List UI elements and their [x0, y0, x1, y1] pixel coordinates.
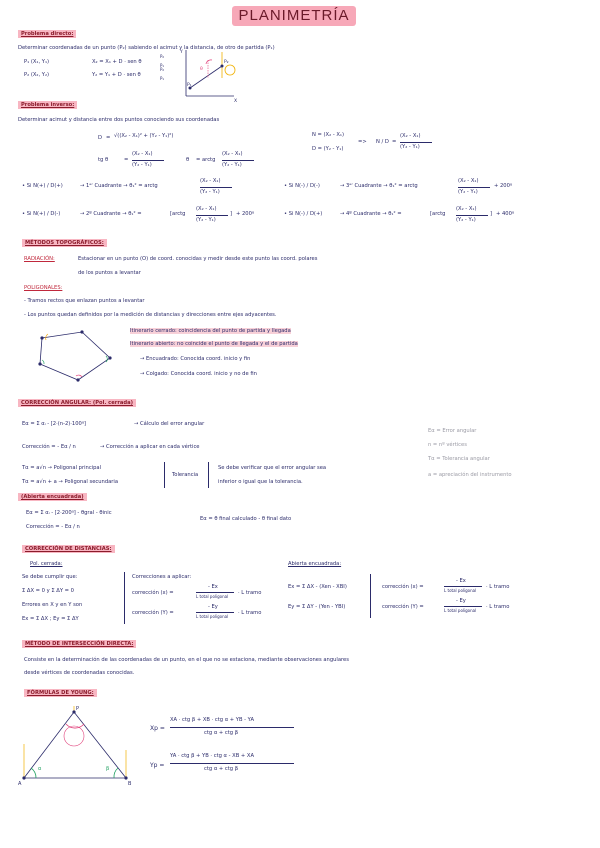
q2-frac-num: (X₂ - X₁) — [196, 206, 217, 212]
pol-cerrada-label: Pol. cerrada: — [30, 561, 63, 567]
q1-cond: • Si N(+) / D(+) — [22, 183, 63, 189]
errores-text: Errores en X y en Y son — [22, 602, 83, 608]
yp-numerator: YA · ctg β + YB · ctg α - XB + XA — [170, 753, 254, 759]
legend-apreciacion: a = apreciación del instrumento — [428, 472, 512, 478]
q4-frac-num: (X₂ - X₁) — [456, 206, 477, 212]
ea-equation: Eα = Σ αᵢ - [2·(n-2)·100ᵍ] — [22, 421, 86, 427]
tolerancia-secundaria: Tα = a√n + a → Poligonal secundaria — [22, 479, 119, 485]
encuadrado-text: → Encuadrado: Conocida coord. inicio y fin — [140, 356, 251, 362]
theta-label: θ — [186, 157, 190, 163]
fig7-alpha-label: α — [38, 766, 42, 772]
corr-y-tramo: · L tramo — [238, 610, 262, 616]
corr-x-tramo: · L tramo — [238, 590, 262, 596]
yp-lhs: Yp = — [150, 762, 165, 769]
ab-corr-y-label: corrección (Y) = — [382, 604, 424, 610]
abierta-ey-eq: Ey = Σ ΔY - (Yen - YBI) — [288, 604, 346, 610]
q2-cond: • Si N(+) / D(-) — [22, 211, 61, 217]
nd-frac-den: (Y₂ - Y₁) — [400, 144, 420, 150]
page-title: PLANIMETRÍA — [232, 6, 356, 26]
q2-arctg: [arctg — [170, 211, 186, 217]
heading-problema-directo: Problema directo: — [18, 30, 76, 38]
q3-frac-num: (X₂ - X₁) — [458, 178, 479, 184]
correccion-explanation: → Corrección a aplicar en cada vértice — [100, 444, 200, 450]
q3-plus: + 200ᵍ — [494, 183, 512, 189]
fig7-a-label: A — [18, 781, 22, 787]
tg-label: tg θ — [98, 157, 109, 163]
q3-result: → 3ᵉʳ Cuadrante → θ₁² = arctg — [340, 183, 418, 189]
verificacion-1: Se debe verificar que el error angular sea — [218, 465, 327, 471]
abierta-encuadrada-label: Abierta encuadrada: — [288, 561, 342, 567]
ab-corr-y-den: L total poligonal — [444, 608, 477, 613]
q4-frac-den: (Y₂ - Y₁) — [456, 217, 476, 223]
dist-lhs: D — [98, 135, 102, 141]
q1-frac-num: (X₂ - X₁) — [200, 178, 221, 184]
corr-y-label: corrección (Y) = — [132, 610, 174, 616]
fig7-b-label: B — [128, 781, 132, 787]
ab-corr-y-tramo: · L tramo — [486, 604, 510, 610]
fig1-p1-label: P₁ — [187, 83, 192, 88]
q2-result: → 2º Cuadrante → θ₁² = — [80, 211, 142, 217]
q1-frac-den: (Y₂ - Y₁) — [200, 189, 220, 195]
eq-x2-sup: P₂ — [160, 54, 165, 59]
ea-explanation: → Cálculo del error angular — [134, 421, 205, 427]
nd-frac-num: (X₂ - X₁) — [400, 133, 421, 139]
legend-tolerancia: Tα = Tolerancia angular — [428, 456, 490, 462]
abierta-ex-eq: Ex = Σ ΔX - (Xen - XBI) — [288, 584, 347, 590]
itinerario-abierto: Itinerario abierto: no coincide el punto de llegada y el de partida — [130, 341, 298, 347]
legend-error-angular: Eα = Error angular — [428, 428, 477, 434]
nd-label: N / D — [376, 139, 389, 145]
fig1-x-axis: X — [234, 99, 238, 104]
xp-numerator: XA · ctg β + XB · ctg α + YB - YA — [170, 717, 254, 723]
q3-cond: • Si N(-) / D(-) — [284, 183, 320, 189]
theta-frac-den: (Y₂ - Y₁) — [222, 162, 242, 168]
theta-frac-num: (X₂ - X₁) — [222, 151, 243, 157]
heading-interseccion-directa: MÉTODO DE INTERSECCIÓN DIRECTA: — [22, 640, 136, 648]
n-def: N = (X₂ - X₁) — [312, 132, 345, 138]
poligonal-diagram — [30, 328, 120, 384]
eq-y2-sub: P₁ — [160, 76, 165, 81]
radiacion-label: RADIACIÓN: — [24, 256, 55, 262]
ex-ey-eq: Ex = Σ ΔX ; Ey = Σ ΔY — [22, 616, 79, 622]
xp-lhs: Xp = — [150, 725, 165, 732]
heading-correccion-distancias: CORRECCIÓN DE DISTANCIAS: — [22, 545, 115, 553]
corr-y-num: - Ey — [208, 604, 218, 610]
ab-corr-x-den: L total poligonal — [444, 588, 477, 593]
q4-result: → 4º Cuadrante → θ₁² = — [340, 211, 402, 217]
dist-rhs: √((X₂ - X₁)² + (Y₂ - Y₁)²) — [114, 133, 174, 139]
eq-x2: X₂ = X₁ + D · sen θ — [92, 59, 142, 65]
itinerario-cerrado: Itinerario cerrado: coincidencia del punto de partida y llegada — [130, 328, 291, 334]
tg-frac-den: (Y₂ - Y₁) — [132, 162, 152, 168]
radiacion-text-1: Estacionar en un punto (O) de coord. conocidas y medir desde este punto las coord. polares — [78, 256, 318, 262]
poligonales-text-2: - Los puntos quedan definidos por la medición de distancias y direcciones entre ejes adyacentes. — [24, 312, 277, 318]
fig7-p-label: P — [76, 706, 80, 712]
abierta-ea-final: Eα = θ final calculado - θ final dato — [200, 516, 292, 522]
fig7-beta-label: β — [106, 766, 110, 772]
q4-close: ] — [490, 211, 493, 217]
q2-close: ] — [230, 211, 233, 217]
poligonales-label: POLIGONALES: — [24, 285, 63, 291]
theta-arctg: = arctg — [196, 157, 216, 163]
correcciones-aplicar: Correcciones a aplicar: — [132, 574, 192, 580]
fig1-p2-label: P₂ — [224, 60, 229, 65]
cumplir-text: Se debe cumplir que: — [22, 574, 78, 580]
abierta-correccion: Corrección = - Eα / n — [26, 524, 80, 530]
ab-corr-y-num: - Ey — [456, 598, 466, 604]
heading-correccion-angular: CORRECCIÓN ANGULAR: (Pol. cerrada) — [18, 399, 136, 407]
q3-frac-den: (Y₂ - Y₁) — [458, 189, 478, 195]
tolerancia-principal: Tα = a√n → Poligonal principal — [22, 465, 102, 471]
problema-directo-intro: Determinar coordenadas de un punto (P₂) sabiendo el acimut y la distancia, de otro de partida (P₁) — [18, 45, 275, 51]
dist-equals: = — [106, 135, 111, 141]
tg-frac-num: (X₂ - X₁) — [132, 151, 153, 157]
nd-equals: = — [392, 139, 397, 145]
eq-x2-sub: P₁ — [160, 63, 165, 68]
problema-directo-diagram — [178, 48, 248, 102]
colgado-text: → Colgado: Conocida coord. inicio y no de fin — [140, 371, 257, 377]
interseccion-text-2: desde vértices de coordenadas conocidas. — [24, 670, 135, 676]
poligonales-text-1: - Tramos rectos que enlazan puntos a levantar — [24, 298, 145, 304]
abierta-ea-equation: Eα = Σ αᵢ - [2·200ᵍ] - θgral - θinic — [26, 510, 112, 516]
ab-corr-x-tramo: · L tramo — [486, 584, 510, 590]
p1-coords: P₁ (X₁, Y₁) — [24, 59, 50, 65]
q4-arctg: [arctg — [430, 211, 446, 217]
corr-x-num: - Ex — [208, 584, 218, 590]
ab-corr-x-num: - Ex — [456, 578, 466, 584]
verificacion-2: inferior o igual que la tolerancia. — [218, 479, 303, 485]
yp-denominator: ctg α + ctg β — [204, 766, 239, 772]
problema-inverso-intro: Determinar acimut y distancia entre dos puntos conociendo sus coordenadas — [18, 117, 220, 123]
eq-y2: Y₂ = Y₁ + D · sen θ — [92, 72, 141, 78]
correccion-equation: Corrección = - Eα / n — [22, 444, 76, 450]
corr-x-den: L total poligonal — [196, 594, 229, 599]
ab-corr-x-label: corrección (x) = — [382, 584, 424, 590]
fig1-y-axis: Y — [180, 50, 183, 55]
heading-abierta-encuadrada: (Abierta encuadrada) — [18, 493, 87, 501]
sum-zero-eq: Σ ΔX = 0 y Σ ΔY = 0 — [22, 588, 74, 594]
tg-equals: = — [124, 157, 129, 163]
interseccion-text-1: Consiste en la determinación de las coordenadas de un punto, en el que no se estaciona, mediante observaciones angulares — [24, 657, 349, 663]
eq-y2-sup: P₂ — [160, 67, 165, 72]
q4-plus: + 400ᵍ — [496, 211, 514, 217]
nd-arrow-1: => — [358, 139, 367, 145]
d-def: D = (Y₂ - Y₁) — [312, 146, 344, 152]
corr-y-den: L total poligonal — [196, 614, 229, 619]
q2-frac-den: (Y₂ - Y₁) — [196, 217, 216, 223]
q2-plus: + 200ᵍ — [236, 211, 254, 217]
heading-formulas-young: FÓRMULAS DE YOUNG: — [24, 689, 97, 697]
fig1-theta-label: θ — [200, 67, 203, 72]
young-triangle-diagram — [18, 704, 136, 786]
legend-vertices: n = nº vértices — [428, 442, 467, 448]
p2-coords: P₂ (X₂, Y₂) — [24, 72, 50, 78]
heading-problema-inverso: Problema inverso: — [18, 101, 77, 109]
q4-cond: • Si N(-) / D(+) — [284, 211, 323, 217]
xp-denominator: ctg α + ctg β — [204, 730, 239, 736]
radiacion-text-2: de los puntos a levantar — [78, 270, 141, 276]
tolerancia-label: Tolerancia — [172, 472, 199, 478]
heading-metodos-topograficos: MÉTODOS TOPOGRÁFICOS: — [22, 239, 107, 247]
corr-x-label: corrección (x) = — [132, 590, 174, 596]
q1-result: → 1ᵉʳ Cuadrante → θ₁² = arctg — [80, 183, 158, 189]
